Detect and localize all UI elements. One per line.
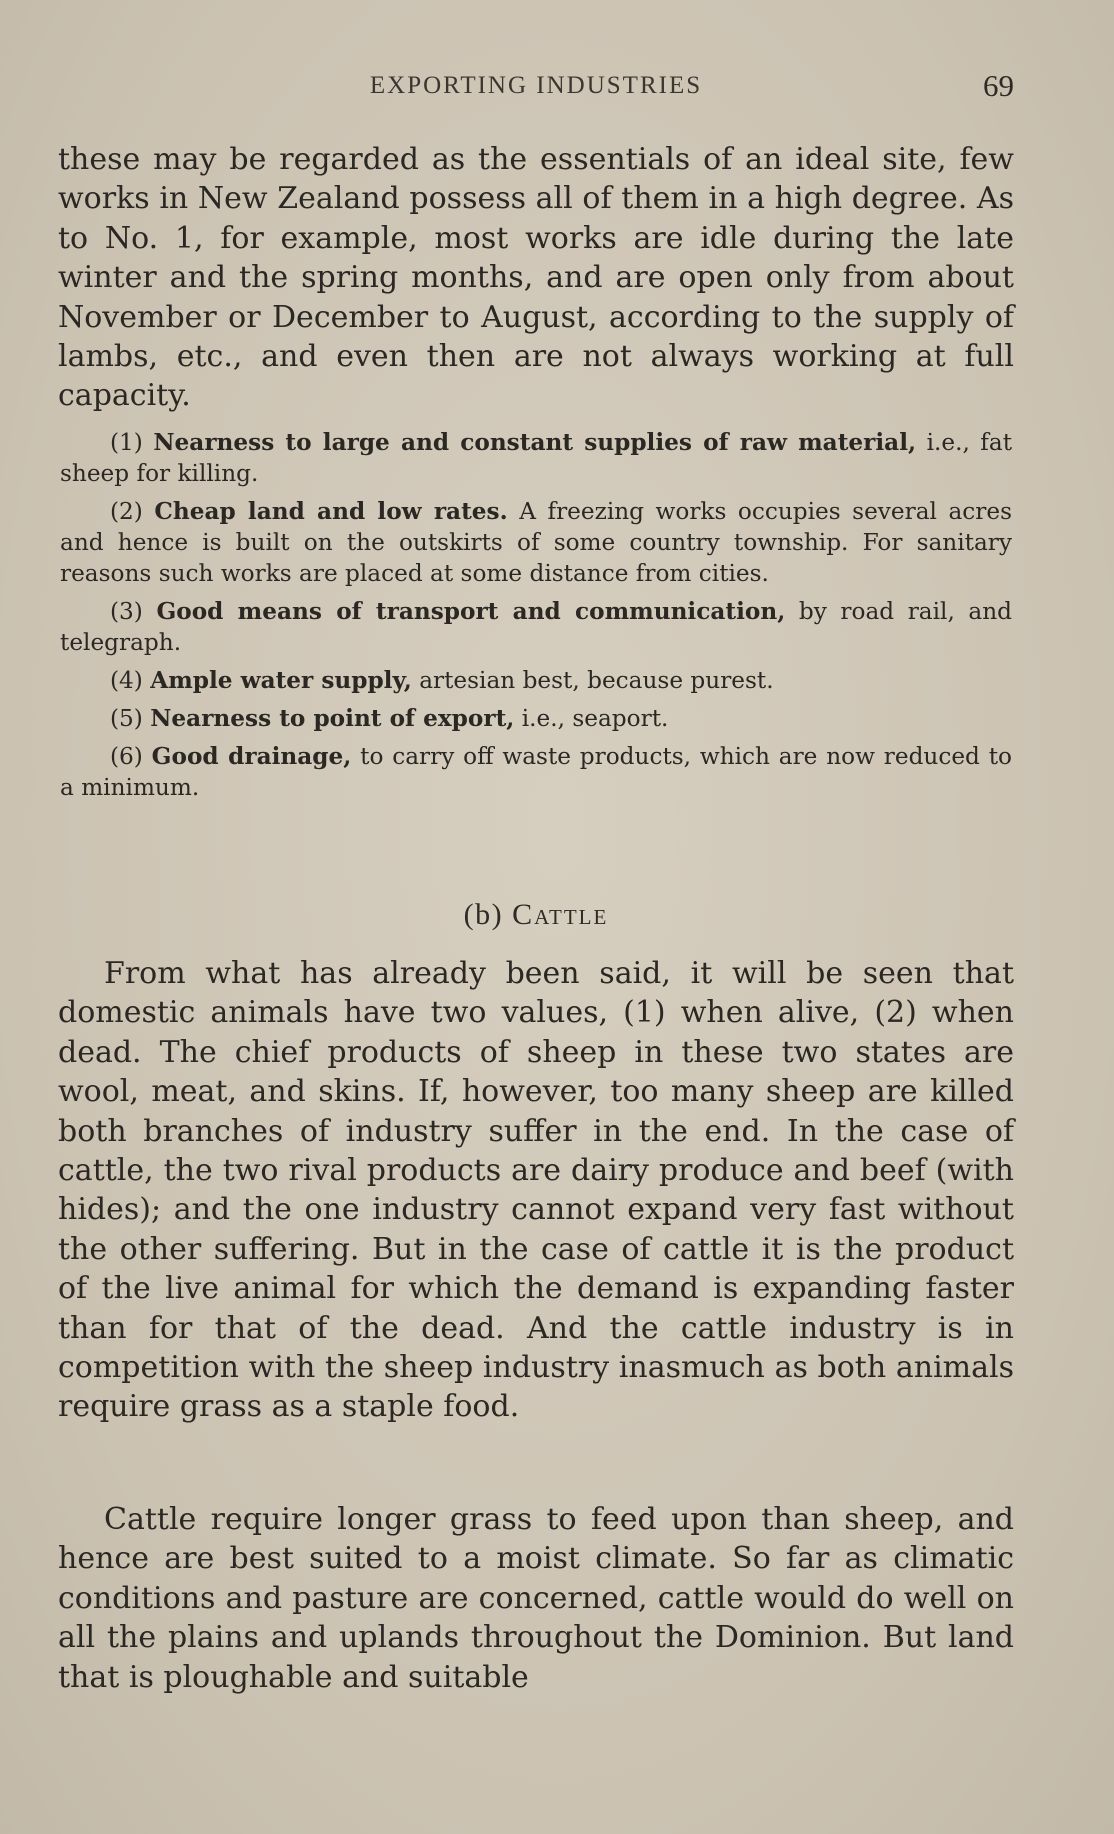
paragraph-cattle-values: From what has already been said, it will be seen that domestic animals have two values, (1) when alive, (2) when dead. The chief products of sheep in these two states are wool, meat, and skins. If, however, too many sheep are killed both branches of industry suffer in the end. In the case of cattle, the two rival products are dairy produce and beef (with hides); and the one industry cannot expand very fast without the other suffering. But in the case of cattle it is the product of the live animal for which the demand is expanding faster than for that of the dead. And the cattle industry is in competition with the sheep industry inasmuch as both animals require grass as a staple food. xyxy=(58,956,1014,1425)
list-text: A freezing works occupies several acres and hence is built on the outskirts of some country township. For sanitary reasons such works are placed at some distance from cities. xyxy=(60,498,1012,587)
list-term: Nearness to large and constant supplies of raw material, xyxy=(153,429,917,456)
section-marker: (b) xyxy=(463,898,504,931)
paragraph-cattle-climate: Cattle require longer grass to feed upon than sheep, and hence are best suited to a moist climate. So far as climatic conditions and pasture are concerned, cattle would do well on all the plains and uplands throughout the Dominion. But land that is ploughable and suitable xyxy=(58,1502,1014,1695)
list-item xyxy=(60,741,1012,803)
section-heading xyxy=(58,898,1014,932)
list-item xyxy=(60,496,1012,589)
page-number: 69 xyxy=(983,68,1014,103)
page-header xyxy=(58,68,1014,108)
site-requirements-list xyxy=(60,427,1012,810)
paragraph-ideal-site: these may be regarded as the essentials of an ideal site, few works in New Zealand possess all of them in a high degree. As to No. 1, for example, most works are idle during the late winter and the spring months, and are open only from about November or December to August, according to the supply of lambs, etc., and even then are not always working at full capacity. xyxy=(58,142,1014,414)
list-text: to carry off waste products, which are now reduced to a minimum. xyxy=(60,743,1012,801)
list-text: artesian best, because purest. xyxy=(411,667,774,694)
running-head: EXPORTING INDUSTRIES xyxy=(369,72,703,99)
list-term: Nearness to point of export, xyxy=(150,705,515,732)
list-item xyxy=(60,703,1012,734)
list-number: (6) xyxy=(110,743,143,770)
list-number: (1) xyxy=(110,429,143,456)
list-term: Ample water supply, xyxy=(150,667,412,694)
list-text: i.e., seaport. xyxy=(514,705,669,732)
list-term: Good means of transport and communication, xyxy=(156,598,786,625)
list-number: (2) xyxy=(110,498,143,525)
list-number: (5) xyxy=(110,705,143,732)
list-number: (4) xyxy=(110,667,143,694)
list-text: by road rail, and telegraph. xyxy=(60,598,1012,656)
list-number: (3) xyxy=(110,598,143,625)
list-item xyxy=(60,427,1012,489)
list-item xyxy=(60,665,1012,696)
list-text: i.e., fat sheep for killing. xyxy=(60,429,1013,487)
list-item xyxy=(60,596,1012,658)
section-title: Cattle xyxy=(512,898,609,931)
list-term: Good drainage, xyxy=(151,743,352,770)
list-term: Cheap land and low rates. xyxy=(154,498,508,525)
